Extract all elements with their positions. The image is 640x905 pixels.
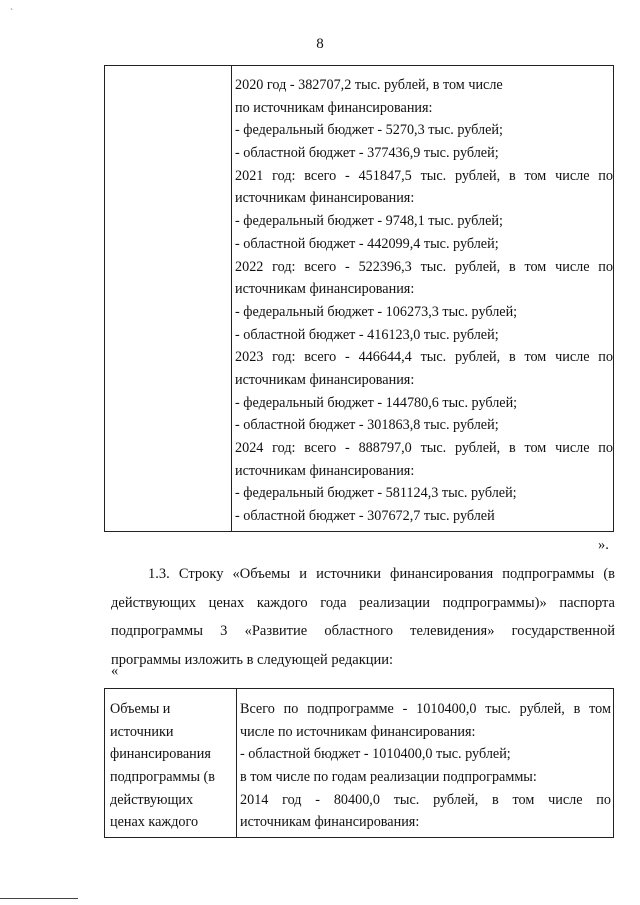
funding-line: - областной бюджет - 1010400,0 тыс. рублей; (240, 746, 511, 763)
funding-line: - федеральный бюджет - 9748,1 тыс. рублей; (235, 213, 503, 230)
footer-rule (0, 898, 78, 899)
funding-line: - областной бюджет - 416123,0 тыс. рублей; (235, 326, 499, 343)
funding-line: - федеральный бюджет - 5270,3 тыс. рублей; (235, 122, 503, 139)
row-header-line: Объемы и (110, 701, 171, 717)
funding-line: - федеральный бюджет - 581124,3 тыс. рублей; (235, 485, 517, 502)
scan-mark: ` (10, 8, 14, 19)
funding-line: источникам финансирования: (235, 371, 415, 388)
closing-quote: ». (598, 537, 609, 553)
funding-line: - федеральный бюджет - 106273,3 тыс. рублей; (235, 303, 518, 320)
opening-quote: « (111, 663, 119, 679)
funding-line: 2014 год - 80400,0 тыс. рублей, в том числе по (240, 791, 611, 808)
funding-line: числе по источникам финансирования: (240, 723, 476, 740)
funding-line: Всего по подпрограмме - 1010400,0 тыс. рублей, в том (240, 701, 611, 717)
row-value-cell (237, 689, 614, 838)
row-header-line: источники (110, 723, 174, 740)
row-header-line: ценах каждого (110, 814, 199, 831)
funding-line: источникам финансирования: (235, 281, 415, 298)
funding-line: 2021 год: всего - 451847,5 тыс. рублей, в том числе по (235, 167, 613, 184)
amendment-paragraph (111, 560, 615, 674)
funding-line: - областной бюджет - 377436,9 тыс. рублей; (235, 145, 499, 162)
table-right-cell (232, 66, 614, 532)
funding-line: 2022 год: всего - 522396,3 тыс. рублей, в том числе по (235, 258, 613, 275)
subprogram-funding-table (104, 688, 614, 838)
paragraph-line: подпрограммы 3 «Развитие областного телевидения» государственной (111, 623, 615, 640)
funding-line: 2020 год - 382707,2 тыс. рублей, в том числе (235, 77, 503, 93)
funding-line: в том числе по годам реализации подпрограммы: (240, 769, 537, 786)
row-header-line: действующих (110, 791, 194, 808)
funding-line: 2024 год: всего - 888797,0 тыс. рублей, в том числе по (235, 440, 613, 456)
funding-line: источникам финансирования: (240, 814, 420, 831)
paragraph-line: 1.3. Строку «Объемы и источники финансирования подпрограммы (в (148, 566, 615, 582)
funding-line: - областной бюджет - 442099,4 тыс. рублей; (235, 235, 499, 252)
funding-line: - областной бюджет - 301863,8 тыс. рублей; (235, 417, 499, 434)
paragraph-line: действующих ценах каждого года реализации подпрограммы)» паспорта (111, 594, 615, 611)
funding-line: источникам финансирования: (235, 190, 415, 207)
funding-table-continued (104, 65, 614, 532)
funding-line: - федеральный бюджет - 144780,6 тыс. рублей; (235, 394, 518, 411)
row-header-line: финансирования (110, 746, 211, 763)
row-header-cell (105, 689, 237, 838)
funding-line: 2023 год: всего - 446644,4 тыс. рублей, в том числе по (235, 349, 613, 366)
page-number: 8 (316, 36, 324, 52)
funding-line: - областной бюджет - 307672,7 тыс. рублей (235, 508, 495, 525)
table-left-cell-empty (105, 66, 232, 532)
row-header-line: подпрограммы (в (110, 769, 215, 786)
paragraph-line: программы изложить в следующей редакции: (111, 651, 394, 668)
funding-line: по источникам финансирования: (235, 99, 433, 116)
funding-line: источникам финансирования: (235, 462, 415, 479)
